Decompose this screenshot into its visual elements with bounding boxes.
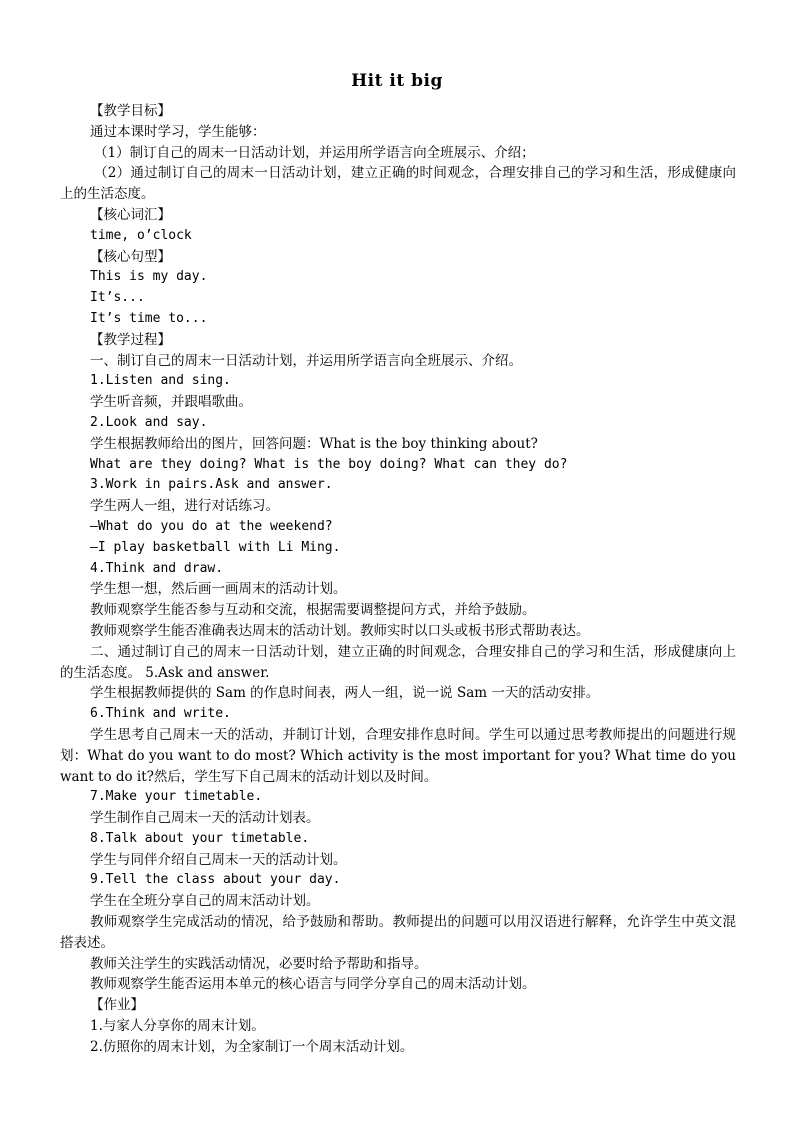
step-2-desc-a: 学生根据教师给出的图片，回答问题：What is the boy thinking about? [90, 435, 538, 452]
step-2-desc-b: What are they doing? What is the boy doing? What can they do? [90, 456, 568, 472]
part-2-heading: 二、通过制订自己的周末一日活动计划，建立正确的时间观念，合理安排自己的学习和生活，形成健康向上的生活态度。 5.Ask and answer. [60, 643, 736, 681]
homework-2: 2.仿照你的周末计划，为全家制订一个周末活动计划。 [90, 1038, 414, 1055]
observe-2: 教师观察学生能否准确表达周末的活动计划。教师实时以口头或板书形式帮助表达。 [90, 622, 590, 639]
step-6-desc: 学生思考自己周末一天的活动，并制订计划，合理安排作息时间。学生可以通过思考教师提出的问题进行规划：What do you want to do most? Which activity is the most important for you? What time do you want to do it?然后，学生写下自己周末的活动计划以及时间。 [60, 726, 736, 785]
document-title: Hit it big [351, 71, 443, 91]
observe-3: 教师观察学生完成活动的情况，给予鼓励和帮助。教师提出的问题可以用汉语进行解释，允许学生中英文混搭表述。 [60, 914, 736, 951]
sentence-3: It’s time to... [90, 310, 208, 326]
step-6: 6.Think and write. [90, 706, 231, 722]
step-3: 3.Work in pairs.Ask and answer. [90, 477, 333, 493]
vocab-line: time, o’clock [90, 227, 192, 243]
objectives-intro: 通过本课时学习，学生能够： [90, 123, 266, 140]
objectives-heading: 【教学目标】 [90, 103, 171, 119]
sentence-2: It’s... [90, 290, 145, 306]
dialog-line-2: —I play basketball with Li Ming. [90, 539, 341, 555]
observe-4: 教师关注学生的实践活动情况，必要时给予帮助和指导。 [90, 955, 428, 972]
step-9: 9.Tell the class about your day. [90, 872, 341, 888]
sentence-1: This is my day. [90, 269, 208, 285]
step-7-desc: 学生制作自己周末一天的活动计划表。 [90, 810, 320, 827]
part-1-heading: 一、制订自己的周末一日活动计划，并运用所学语言向全班展示、介绍。 [90, 352, 522, 369]
homework-heading: 【作业】 [90, 997, 144, 1014]
step-8: 8.Talk about your timetable. [90, 830, 310, 846]
step-5-desc: 学生根据教师提供的 Sam 的作息时间表，两人一组，说一说 Sam 一天的活动安排。 [90, 685, 600, 702]
step-4: 4.Think and draw. [90, 560, 224, 576]
objective-2: （2）通过制订自己的周末一日活动计划，建立正确的时间观念，合理安排自己的学习和生活，形成健康向上的生活态度。 [60, 165, 736, 203]
observe-5: 教师观察学生能否运用本单元的核心语言与同学分享自己的周末活动计划。 [90, 976, 536, 993]
step-1-desc: 学生听音频，并跟唱歌曲。 [90, 394, 252, 411]
sentences-heading: 【核心句型】 [90, 248, 171, 265]
objective-1: （1）制订自己的周末一日活动计划，并运用所学语言向全班展示、介绍； [94, 144, 535, 161]
dialog-line-1: —What do you do at the weekend? [90, 518, 333, 534]
step-4-desc: 学生想一想，然后画一画周末的活动计划。 [90, 581, 347, 598]
vocab-heading: 【核心词汇】 [90, 206, 171, 223]
step-2: 2.Look and say. [90, 414, 208, 430]
process-heading: 【教学过程】 [90, 331, 171, 348]
homework-1: 1.与家人分享你的周末计划。 [90, 1018, 265, 1035]
step-3-desc: 学生两人一组，进行对话练习。 [90, 498, 279, 515]
step-1: 1.Listen and sing. [90, 373, 231, 389]
step-8-desc: 学生与同伴介绍自己周末一天的活动计划。 [90, 851, 347, 868]
document-body [60, 101, 736, 1058]
step-7: 7.Make your timetable. [90, 789, 263, 805]
step-9-desc: 学生在全班分享自己的周末活动计划。 [90, 893, 320, 910]
observe-1: 教师观察学生能否参与互动和交流，根据需要调整提问方式，并给予鼓励。 [90, 602, 536, 619]
